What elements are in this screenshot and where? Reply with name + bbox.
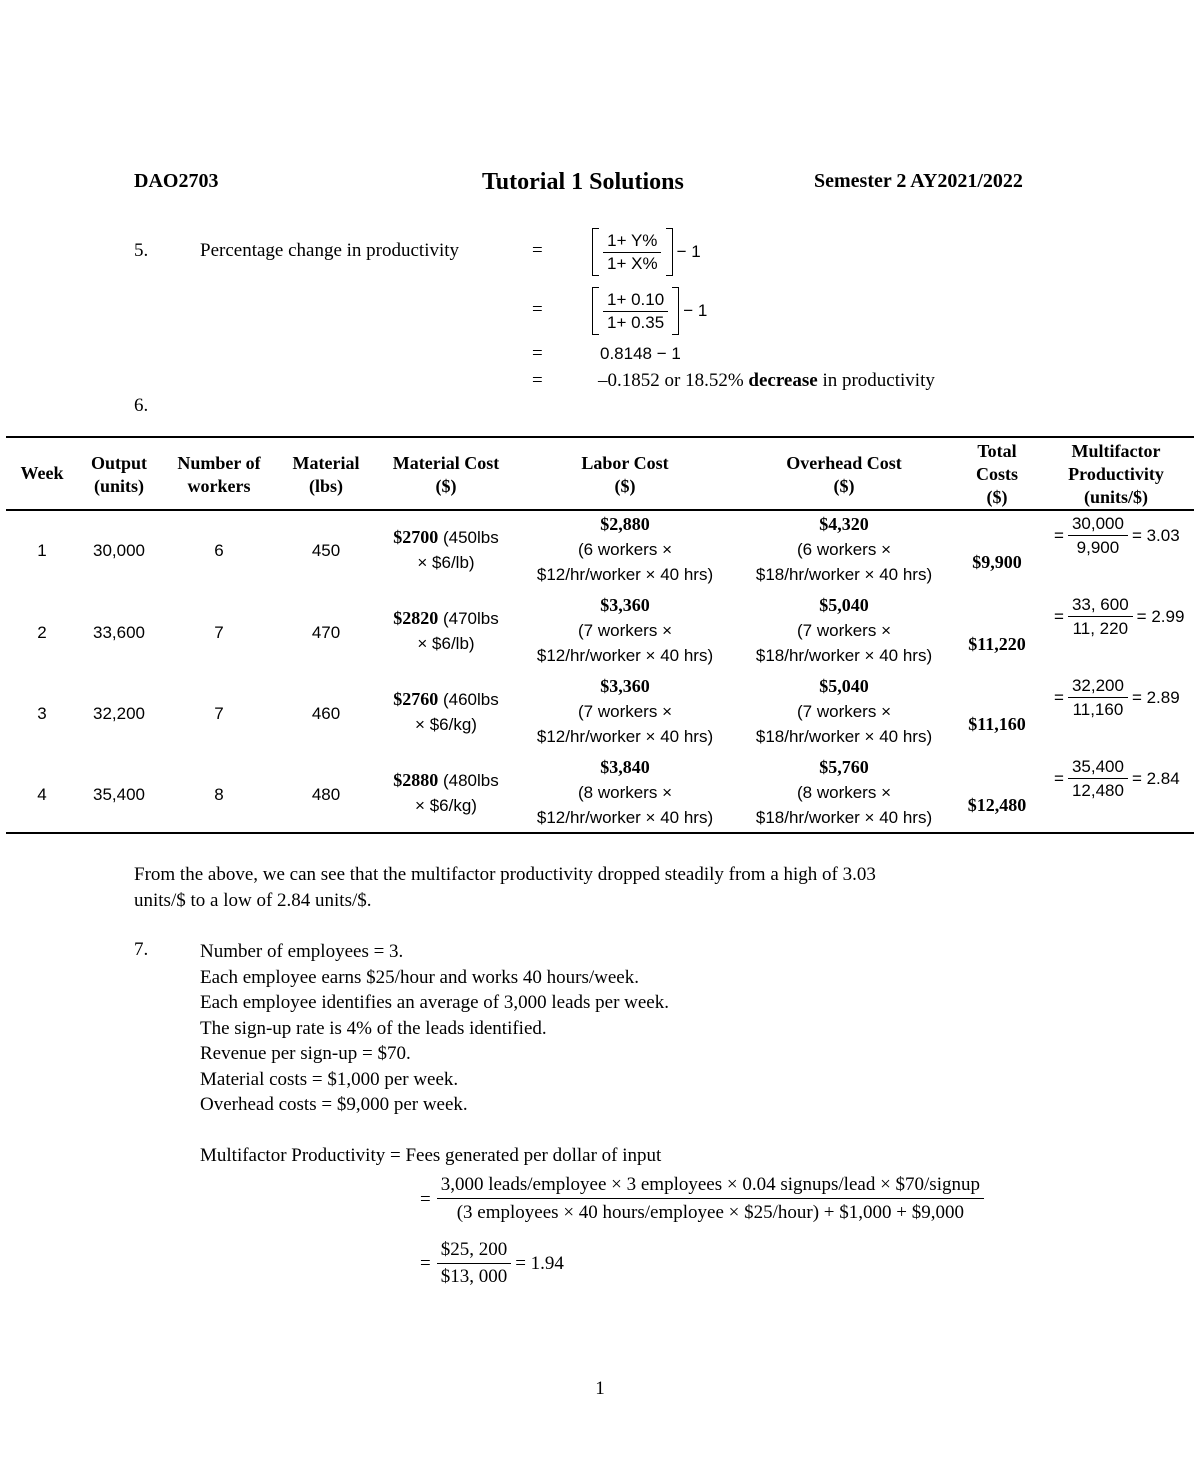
q5-eq-sign-2: = bbox=[532, 299, 543, 320]
cell-labor-cost: $2,880 (6 workers × $12/hr/worker × 40 hrs) bbox=[536, 514, 714, 584]
th-workers: Number of workers bbox=[177, 453, 261, 496]
cell-week: 2 bbox=[37, 623, 47, 642]
cell-material: 460 bbox=[311, 704, 341, 723]
table-top-rule bbox=[6, 436, 1194, 438]
cell-mfp: = $\frac{33, 600}{11, 220}$ = 2.99 bbox=[1054, 595, 1185, 638]
cell-material-cost: $2760 (460lbs × $6/kg) bbox=[393, 689, 499, 734]
table-bottom-rule bbox=[6, 832, 1194, 834]
q6-conclusion-line-2: units/$ to a low of 2.84 units/$. bbox=[134, 889, 372, 911]
cell-material: 470 bbox=[311, 623, 341, 642]
list-item: Number of employees = 3. bbox=[200, 941, 404, 962]
q7-eq1-numerator: 3,000 leads/employee × 3 employees × 0.04 signups/lead × $70/signup bbox=[437, 1173, 984, 1199]
q5-eq-sign-1: = bbox=[532, 240, 543, 261]
th-output: Output (units) bbox=[90, 453, 148, 496]
cell-week: 1 bbox=[37, 541, 47, 560]
q5-eq-sign-3: = bbox=[532, 343, 543, 364]
q7-mfp-definition: Multifactor Productivity = Fees generated per dollar of input bbox=[200, 1145, 662, 1166]
page-number: 1 bbox=[595, 1378, 605, 1399]
q5-step2-tail: − 1 bbox=[683, 301, 708, 320]
q7-eq2-numerator: $25, 200 bbox=[437, 1238, 512, 1264]
list-item: Material costs = $1,000 per week. bbox=[200, 1068, 459, 1090]
q6-number: 6. bbox=[134, 395, 149, 416]
cell-labor-cost: $3,360 (7 workers × $12/hr/worker × 40 hrs) bbox=[536, 676, 714, 746]
list-item: Overhead costs = $9,000 per week. bbox=[200, 1094, 468, 1115]
cell-mfp: = $\frac{32,200}{11,160}$ = 2.89 bbox=[1054, 676, 1180, 719]
q5-result-pre: –0.1852 or 18.52% bbox=[598, 370, 749, 391]
cell-workers: 6 bbox=[214, 541, 224, 560]
cell-material-cost: $2820 (470lbs × $6/lb) bbox=[393, 608, 499, 653]
page-title: Tutorial 1 Solutions bbox=[482, 169, 684, 195]
list-item: Revenue per sign-up = $70. bbox=[200, 1043, 411, 1064]
cell-mfp: = $\frac{30,000}{9,900}$ = 3.03 bbox=[1054, 514, 1180, 557]
q5-step1-tail: − 1 bbox=[676, 242, 701, 261]
cell-output: 32,200 bbox=[93, 704, 145, 723]
th-mfp: Multifactor Productivity (units/$) bbox=[1068, 441, 1164, 507]
q5-result-post: in productivity bbox=[817, 370, 935, 391]
q7-eq1-denominator: (3 employees × 40 hours/employee × $25/hour) + $1,000 + $9,000 bbox=[456, 1202, 964, 1223]
q7-eq2-result: = 1.94 bbox=[515, 1252, 564, 1274]
q5-step1-formula bbox=[592, 228, 701, 276]
semester-label: Semester 2 AY2021/2022 bbox=[814, 170, 1023, 192]
q7-equation-1: = 3,000 leads/employee × 3 employees × 0.04 signups/lead × $70/signup (3 employees × 40 hours/employee × $25/hour) + $1,000 + $9,000 bbox=[420, 1173, 988, 1226]
q5-eq-sign-4: = bbox=[532, 370, 543, 391]
q5-result-bold: decrease bbox=[748, 370, 818, 391]
q7-given-list bbox=[200, 939, 669, 1118]
cell-total-costs: $12,480 bbox=[967, 795, 1027, 815]
cell-total-costs: $9,900 bbox=[972, 552, 1022, 572]
list-item: Each employee earns $25/hour and works 40 hours/week. bbox=[200, 966, 639, 988]
cell-total-costs: $11,220 bbox=[968, 634, 1026, 654]
cell-overhead-cost: $4,320 (6 workers × $18/hr/worker × 40 hrs) bbox=[755, 514, 933, 584]
q6-conclusion-line-1: From the above, we can see that the multifactor productivity dropped steadily from a high of 3.03 bbox=[134, 864, 876, 885]
th-labor-cost: Labor Cost ($) bbox=[581, 453, 669, 496]
cell-workers: 8 bbox=[214, 785, 224, 804]
q5-label: Percentage change in productivity bbox=[200, 240, 460, 261]
q5-step2-denominator: 1+ 0.35 bbox=[607, 312, 665, 332]
cell-total-costs: $11,160 bbox=[968, 714, 1026, 734]
cell-overhead-cost: $5,040 (7 workers × $18/hr/worker × 40 hrs) bbox=[755, 595, 933, 665]
q5-step1-numerator: 1+ Y% bbox=[603, 231, 661, 253]
q5-number: 5. bbox=[134, 240, 149, 261]
q6-conclusion bbox=[134, 862, 876, 913]
cell-output: 30,000 bbox=[93, 541, 145, 560]
cell-output: 35,400 bbox=[93, 785, 145, 804]
th-material-cost: Material Cost ($) bbox=[392, 453, 500, 496]
th-material: Material (lbs) bbox=[292, 453, 360, 496]
course-code: DAO2703 bbox=[134, 170, 219, 192]
cell-mfp: = $\frac{35,400}{12,480}$ = 2.84 bbox=[1054, 757, 1180, 800]
cell-output: 33,600 bbox=[93, 623, 145, 642]
cell-workers: 7 bbox=[214, 623, 224, 642]
table-header-rule bbox=[6, 509, 1194, 511]
cell-material: 450 bbox=[311, 541, 341, 560]
cell-labor-cost: $3,840 (8 workers × $12/hr/worker × 40 hrs) bbox=[536, 757, 714, 827]
q5-step3: 0.8148 − 1 bbox=[600, 344, 681, 363]
cell-week: 3 bbox=[37, 704, 47, 723]
th-total-costs: Total Costs ($) bbox=[975, 441, 1019, 507]
q5-step2-formula bbox=[592, 287, 707, 335]
q7-equation-2: = $\frac{\$25, 200}{\$13, 000}$ = 1.94 bbox=[420, 1239, 564, 1287]
cell-overhead-cost: $5,760 (8 workers × $18/hr/worker × 40 hrs) bbox=[755, 757, 933, 827]
q7-eq2-denominator: $13, 000 bbox=[440, 1266, 508, 1287]
q5-step1-denominator: 1+ X% bbox=[607, 253, 658, 273]
q5-result bbox=[598, 370, 935, 392]
cell-workers: 7 bbox=[214, 704, 224, 723]
q7-number: 7. bbox=[134, 939, 149, 960]
q5-step2-numerator: 1+ 0.10 bbox=[603, 290, 668, 312]
cell-labor-cost: $3,360 (7 workers × $12/hr/worker × 40 hrs) bbox=[536, 595, 714, 665]
cell-material-cost: $2880 (480lbs × $6/kg) bbox=[393, 770, 499, 815]
list-item: The sign-up rate is 4% of the leads identified. bbox=[200, 1017, 547, 1039]
list-item: Each employee identifies an average of 3,000 leads per week. bbox=[200, 992, 669, 1013]
th-week: Week bbox=[20, 463, 64, 483]
th-overhead-cost: Overhead Cost ($) bbox=[786, 453, 902, 496]
cell-week: 4 bbox=[37, 785, 47, 804]
cell-material-cost: $2700 (450lbs × $6/lb) bbox=[393, 527, 499, 572]
cell-material: 480 bbox=[311, 785, 341, 804]
cell-overhead-cost: $5,040 (7 workers × $18/hr/worker × 40 hrs) bbox=[755, 676, 933, 746]
